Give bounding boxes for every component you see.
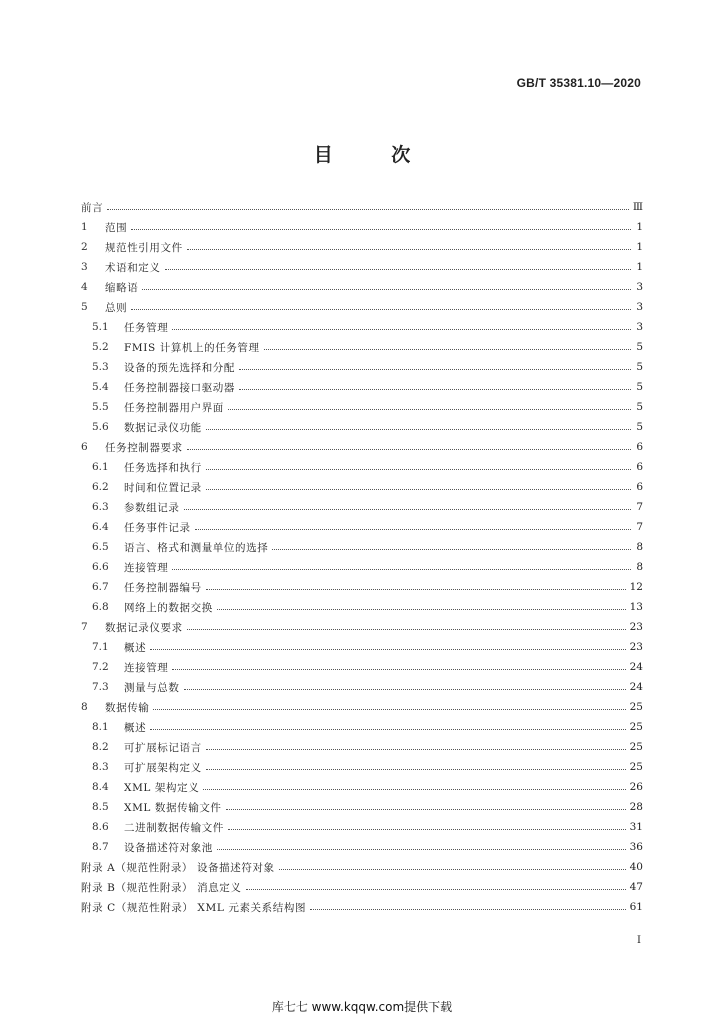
toc-leader-dots	[172, 568, 631, 570]
toc-entry-label	[92, 740, 202, 755]
toc-entry-text: XML 数据传输文件	[124, 801, 222, 814]
toc-entry-page: 13	[629, 601, 643, 613]
toc-entry-label	[92, 760, 202, 775]
toc-entry-page: 24	[629, 661, 643, 673]
toc-entry-text: 附录 A（规范性附录） 设备描述符对象	[81, 861, 275, 874]
toc-entry-label	[92, 800, 222, 815]
toc-entry-page: 12	[629, 581, 643, 593]
toc-entry-page: Ⅲ	[632, 201, 643, 213]
toc-entry[interactable]	[81, 857, 643, 877]
toc-entry[interactable]	[81, 617, 643, 637]
toc-entry-text: XML 架构定义	[124, 781, 200, 794]
toc-entry-number: 8.1	[92, 721, 109, 733]
toc-entry[interactable]	[81, 597, 643, 617]
toc-entry-number: 2	[81, 241, 88, 253]
toc-leader-dots	[206, 588, 626, 590]
toc-entry-number: 6.1	[92, 461, 109, 473]
toc-entry-text: 时间和位置记录	[124, 481, 202, 494]
toc-leader-dots	[142, 288, 631, 290]
toc-leader-dots	[187, 448, 631, 450]
toc-entry-page: 61	[629, 901, 643, 913]
toc-leader-dots	[239, 368, 631, 370]
toc-entry-text: 测量与总数	[124, 681, 180, 694]
toc-entry[interactable]	[81, 457, 643, 477]
toc-entry-number: 6.6	[92, 561, 109, 573]
toc-entry[interactable]	[81, 277, 643, 297]
toc-entry-page: 26	[629, 781, 643, 793]
toc-entry-number: 8.3	[92, 761, 109, 773]
toc-entry-text: 语言、格式和测量单位的选择	[124, 541, 269, 554]
toc-entry[interactable]	[81, 297, 643, 317]
toc-entry-number: 6.3	[92, 501, 109, 513]
toc-entry-page: 1	[636, 261, 643, 273]
toc-leader-dots	[153, 708, 625, 710]
toc-entry-number: 6.2	[92, 481, 109, 493]
toc-entry-label	[81, 860, 275, 875]
toc-entry-text: 规范性引用文件	[105, 241, 183, 254]
toc-entry-page: 6	[636, 461, 643, 473]
toc-entry[interactable]	[81, 817, 643, 837]
toc-entry-number: 8.5	[92, 801, 109, 813]
toc-entry-number: 6	[81, 441, 88, 453]
toc-leader-dots	[279, 868, 626, 870]
toc-entry-page: 1	[636, 241, 643, 253]
toc-entry[interactable]	[81, 737, 643, 757]
toc-entry-label	[92, 600, 213, 615]
toc-entry-page: 36	[629, 841, 643, 853]
toc-entry-page: 5	[636, 421, 643, 433]
toc-entry-text: 连接管理	[124, 561, 169, 574]
toc-entry-label	[92, 540, 268, 555]
toc-entry[interactable]	[81, 877, 643, 897]
table-of-contents	[81, 197, 643, 917]
toc-leader-dots	[107, 208, 629, 210]
toc-entry[interactable]	[81, 657, 643, 677]
toc-entry-label	[92, 320, 168, 335]
toc-leader-dots	[228, 408, 631, 410]
toc-entry-number: 8	[81, 701, 88, 713]
footer-download-note: 库七七 www.kqqw.com提供下载	[271, 1000, 453, 1014]
toc-entry-number: 6.8	[92, 601, 109, 613]
toc-entry-number: 5.6	[92, 421, 109, 433]
toc-entry[interactable]	[81, 757, 643, 777]
toc-entry-text: 术语和定义	[105, 261, 161, 274]
toc-entry-label	[81, 620, 183, 635]
toc-entry-number: 5.4	[92, 381, 109, 393]
toc-leader-dots	[206, 468, 631, 470]
toc-entry-label	[92, 640, 146, 655]
toc-entry-number: 4	[81, 281, 88, 293]
toc-entry-text: 任务控制器接口驱动器	[124, 381, 235, 394]
toc-leader-dots	[131, 228, 631, 230]
toc-entry-label	[92, 500, 180, 515]
toc-entry-text: 概述	[124, 641, 147, 654]
toc-entry[interactable]	[81, 257, 643, 277]
toc-entry-page: 7	[636, 521, 643, 533]
toc-entry-label	[92, 480, 202, 495]
toc-entry-text: 任务控制器要求	[105, 441, 183, 454]
toc-leader-dots	[172, 328, 631, 330]
toc-leader-dots	[203, 788, 625, 790]
toc-leader-dots	[165, 268, 632, 270]
toc-entry[interactable]	[81, 237, 643, 257]
toc-entry-number: 5.3	[92, 361, 109, 373]
toc-entry[interactable]	[81, 797, 643, 817]
toc-entry-text: 数据记录仪要求	[105, 621, 183, 634]
toc-leader-dots	[184, 688, 626, 690]
toc-entry-label	[81, 300, 127, 315]
toc-entry-label	[81, 700, 149, 715]
toc-entry[interactable]	[81, 537, 643, 557]
toc-entry-text: FMIS 计算机上的任务管理	[124, 341, 260, 354]
toc-entry-text: 可扩展标记语言	[124, 741, 202, 754]
toc-entry-label	[92, 660, 168, 675]
toc-leader-dots	[131, 308, 631, 310]
toc-entry-text: 参数组记录	[124, 501, 180, 514]
toc-entry-page: 25	[629, 741, 643, 753]
toc-leader-dots	[187, 248, 631, 250]
toc-entry[interactable]	[81, 397, 643, 417]
toc-entry-label	[81, 280, 138, 295]
toc-entry[interactable]	[81, 897, 643, 917]
toc-entry-label	[81, 200, 103, 215]
toc-leader-dots	[228, 828, 626, 830]
toc-leader-dots	[272, 548, 631, 550]
toc-entry-text: 连接管理	[124, 661, 169, 674]
toc-leader-dots	[206, 748, 626, 750]
toc-leader-dots	[184, 508, 632, 510]
toc-leader-dots	[195, 528, 631, 530]
toc-entry-page: 23	[629, 641, 643, 653]
toc-entry-number: 1	[81, 221, 88, 233]
toc-entry[interactable]	[81, 417, 643, 437]
toc-entry-number: 8.7	[92, 841, 109, 853]
toc-entry-number: 5.5	[92, 401, 109, 413]
toc-entry-label	[81, 260, 161, 275]
toc-entry-page: 5	[636, 401, 643, 413]
toc-entry-number: 6.5	[92, 541, 109, 553]
toc-entry-text: 附录 B（规范性附录） 消息定义	[81, 881, 242, 894]
toc-entry-page: 25	[629, 701, 643, 713]
toc-entry-text: 任务控制器编号	[124, 581, 202, 594]
toc-entry-text: 任务选择和执行	[124, 461, 202, 474]
toc-entry-label	[92, 720, 146, 735]
toc-leader-dots	[246, 888, 626, 890]
toc-entry-text: 网络上的数据交换	[124, 601, 213, 614]
toc-entry-label	[81, 220, 127, 235]
toc-entry[interactable]	[81, 697, 643, 717]
toc-entry-page: 3	[636, 321, 643, 333]
toc-leader-dots	[150, 648, 625, 650]
toc-entry-label	[92, 580, 202, 595]
toc-entry-number: 7.1	[92, 641, 109, 653]
toc-entry-number: 6.4	[92, 521, 109, 533]
toc-entry[interactable]	[81, 317, 643, 337]
toc-entry-page: 25	[629, 761, 643, 773]
toc-entry-number: 8.2	[92, 741, 109, 753]
toc-entry-page: 28	[629, 801, 643, 813]
toc-entry-number: 3	[81, 261, 88, 273]
page-number: I	[637, 935, 641, 946]
toc-entry[interactable]	[81, 517, 643, 537]
toc-entry-number: 7.3	[92, 681, 109, 693]
standard-code: GB/T 35381.10—2020	[516, 76, 641, 90]
toc-entry-text: 范围	[105, 221, 128, 234]
toc-entry[interactable]	[81, 677, 643, 697]
toc-entry[interactable]	[81, 637, 643, 657]
toc-entry-number: 5	[81, 301, 88, 313]
toc-entry[interactable]	[81, 357, 643, 377]
toc-entry-page: 47	[629, 881, 643, 893]
toc-entry-text: 二进制数据传输文件	[124, 821, 224, 834]
toc-entry-text: 数据记录仪功能	[124, 421, 202, 434]
toc-entry-text: 任务管理	[124, 321, 169, 334]
toc-leader-dots	[206, 768, 626, 770]
toc-entry[interactable]	[81, 717, 643, 737]
toc-leader-dots	[217, 608, 626, 610]
toc-entry-label	[92, 840, 213, 855]
toc-entry-number: 8.6	[92, 821, 109, 833]
toc-entry[interactable]	[81, 557, 643, 577]
toc-entry-number: 5.2	[92, 341, 109, 353]
toc-entry-label	[92, 340, 260, 355]
toc-entry-text: 设备描述符对象池	[124, 841, 213, 854]
toc-entry[interactable]	[81, 837, 643, 857]
toc-leader-dots	[206, 428, 631, 430]
toc-entry-number: 5.1	[92, 321, 109, 333]
toc-entry-text: 可扩展架构定义	[124, 761, 202, 774]
toc-entry-number: 8.4	[92, 781, 109, 793]
toc-entry-page: 8	[636, 541, 643, 553]
toc-entry[interactable]	[81, 377, 643, 397]
toc-entry-page: 6	[636, 441, 643, 453]
toc-leader-dots	[150, 728, 625, 730]
toc-entry-text: 数据传输	[105, 701, 150, 714]
toc-leader-dots	[264, 348, 631, 350]
toc-entry-text: 附录 C（规范性附录） XML 元素关系结构图	[81, 901, 307, 914]
toc-leader-dots	[239, 388, 631, 390]
toc-entry-label	[81, 440, 183, 455]
toc-entry[interactable]	[81, 197, 643, 217]
toc-leader-dots	[206, 488, 631, 490]
toc-entry-label	[92, 820, 224, 835]
toc-entry-page: 6	[636, 481, 643, 493]
toc-entry-label	[92, 560, 168, 575]
toc-entry-label	[92, 420, 202, 435]
toc-entry-label	[92, 520, 191, 535]
toc-entry-label	[81, 880, 242, 895]
toc-leader-dots	[226, 808, 626, 810]
toc-entry-label	[81, 900, 306, 915]
toc-leader-dots	[217, 848, 626, 850]
toc-entry-page: 31	[629, 821, 643, 833]
toc-entry-text: 概述	[124, 721, 147, 734]
page-title: 目 次	[313, 144, 437, 166]
toc-entry[interactable]	[81, 217, 643, 237]
toc-entry-text: 任务控制器用户界面	[124, 401, 224, 414]
toc-entry-text: 总则	[105, 301, 128, 314]
toc-entry-label	[92, 400, 224, 415]
toc-entry[interactable]	[81, 777, 643, 797]
toc-entry-number: 7.2	[92, 661, 109, 673]
toc-leader-dots	[310, 908, 626, 910]
toc-leader-dots	[172, 668, 625, 670]
toc-entry-number: 7	[81, 621, 88, 633]
toc-entry-label	[92, 380, 235, 395]
toc-entry-page: 3	[636, 281, 643, 293]
toc-entry-label	[92, 780, 199, 795]
toc-entry-label	[81, 240, 183, 255]
toc-entry-text: 设备的预先选择和分配	[124, 361, 235, 374]
toc-entry[interactable]	[81, 337, 643, 357]
toc-entry-text: 缩略语	[105, 281, 139, 294]
toc-entry-page: 24	[629, 681, 643, 693]
toc-entry-page: 8	[636, 561, 643, 573]
toc-entry-page: 40	[629, 861, 643, 873]
toc-entry-text: 前言	[81, 201, 104, 214]
toc-entry[interactable]	[81, 577, 643, 597]
toc-entry[interactable]	[81, 477, 643, 497]
toc-entry-label	[92, 680, 180, 695]
toc-entry-number: 6.7	[92, 581, 109, 593]
toc-entry-text: 任务事件记录	[124, 521, 191, 534]
toc-entry-page: 1	[636, 221, 643, 233]
toc-entry[interactable]	[81, 437, 643, 457]
toc-entry-label	[92, 360, 235, 375]
toc-entry-page: 5	[636, 361, 643, 373]
toc-entry-label	[92, 460, 202, 475]
toc-entry-page: 23	[629, 621, 643, 633]
toc-entry-page: 25	[629, 721, 643, 733]
toc-entry-page: 3	[636, 301, 643, 313]
toc-entry-page: 5	[636, 381, 643, 393]
toc-leader-dots	[187, 628, 626, 630]
toc-entry-page: 7	[636, 501, 643, 513]
toc-entry-page: 5	[636, 341, 643, 353]
toc-entry[interactable]	[81, 497, 643, 517]
